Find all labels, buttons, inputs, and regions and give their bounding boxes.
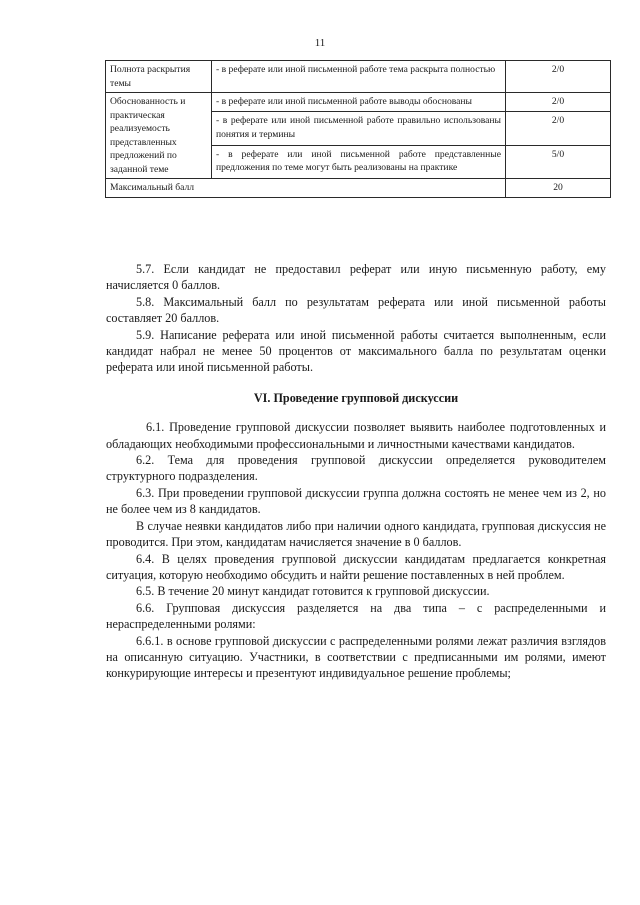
score-cell: 5/0 [506, 145, 611, 178]
paragraph: 6.6. Групповая дискуссия разделяется на два типа – с распределенными и нераспределенными ролями: [106, 600, 606, 632]
description-cell: - в реферате или иной письменной работе тема раскрыта полностью [212, 61, 506, 93]
criterion-cell: Обоснованность и практическая реализуемость представленных предложений по заданной теме [106, 93, 212, 179]
section-title: VI. Проведение групповой дискуссии [253, 390, 459, 405]
paragraph: 6.1. Проведение групповой дискуссии позволяет выявить наиболее подготовленных и обладающих необходимыми профессиональными и личностными качествами кандидатов. [106, 420, 606, 451]
paragraph: 6.5. В течение 20 минут кандидат готовится к групповой дискуссии. [136, 584, 490, 599]
table-row [106, 61, 611, 93]
max-score-label: Максимальный балл [106, 179, 506, 198]
criterion-cell: Полнота раскрытия темы [106, 61, 212, 93]
paragraph: В случае неявки кандидатов либо при наличии одного кандидата, групповая дискуссия не проводится. При этом, кандидатам начисляется значение в 0 баллов. [106, 518, 606, 550]
score-cell: 2/0 [506, 61, 611, 93]
document-body [106, 261, 606, 682]
score-cell: 2/0 [506, 112, 611, 145]
paragraph: 6.3. При проведении групповой дискуссии группа должна состоять не менее чем из 2, но не более чем из 8 кандидатов. [106, 485, 606, 517]
description-cell: - в реферате или иной письменной работе представленные предложения по теме могут быть реализованы на практике [212, 145, 506, 178]
paragraph: 6.2. Тема для проведения групповой дискуссии определяется руководителем структурного подразделения. [106, 453, 606, 484]
paragraph: 6.4. В целях проведения групповой дискуссии кандидатам предлагается конкретная ситуация, которую необходимо обсудить и найти решение поставленных в ней проблем. [106, 551, 606, 582]
paragraph: 5.9. Написание реферата или иной письменной работы считается выполненным, если кандидат набрал не менее 50 процентов от максимального балла по результатам оценки реферата или иной письменной работы. [106, 327, 606, 375]
paragraph: 6.6.1. в основе групповой дискуссии с распределенными ролями лежат различия взглядов на описанную ситуацию. Участники, в соответствии с предписанными им ролями, имеют конкурирующие интересы и презентуют индивидуальное решение проблемы; [106, 633, 606, 681]
page-number: 11 [314, 37, 326, 49]
score-cell: 2/0 [506, 93, 611, 112]
paragraph: 5.8. Максимальный балл по результатам реферата или иной письменной работы составляет 20 баллов. [106, 294, 606, 326]
paragraph: 5.7. Если кандидат не предоставил реферат или иную письменную работу, ему начисляется 0 баллов. [106, 262, 606, 293]
table-row-total [106, 179, 611, 198]
description-cell: - в реферате или иной письменной работе выводы обоснованы [212, 93, 506, 112]
description-cell: - в реферате или иной письменной работе правильно использованы понятия и термины [212, 112, 506, 145]
max-score-value: 20 [506, 179, 611, 198]
table-row [106, 93, 611, 112]
criteria-table [105, 60, 611, 198]
